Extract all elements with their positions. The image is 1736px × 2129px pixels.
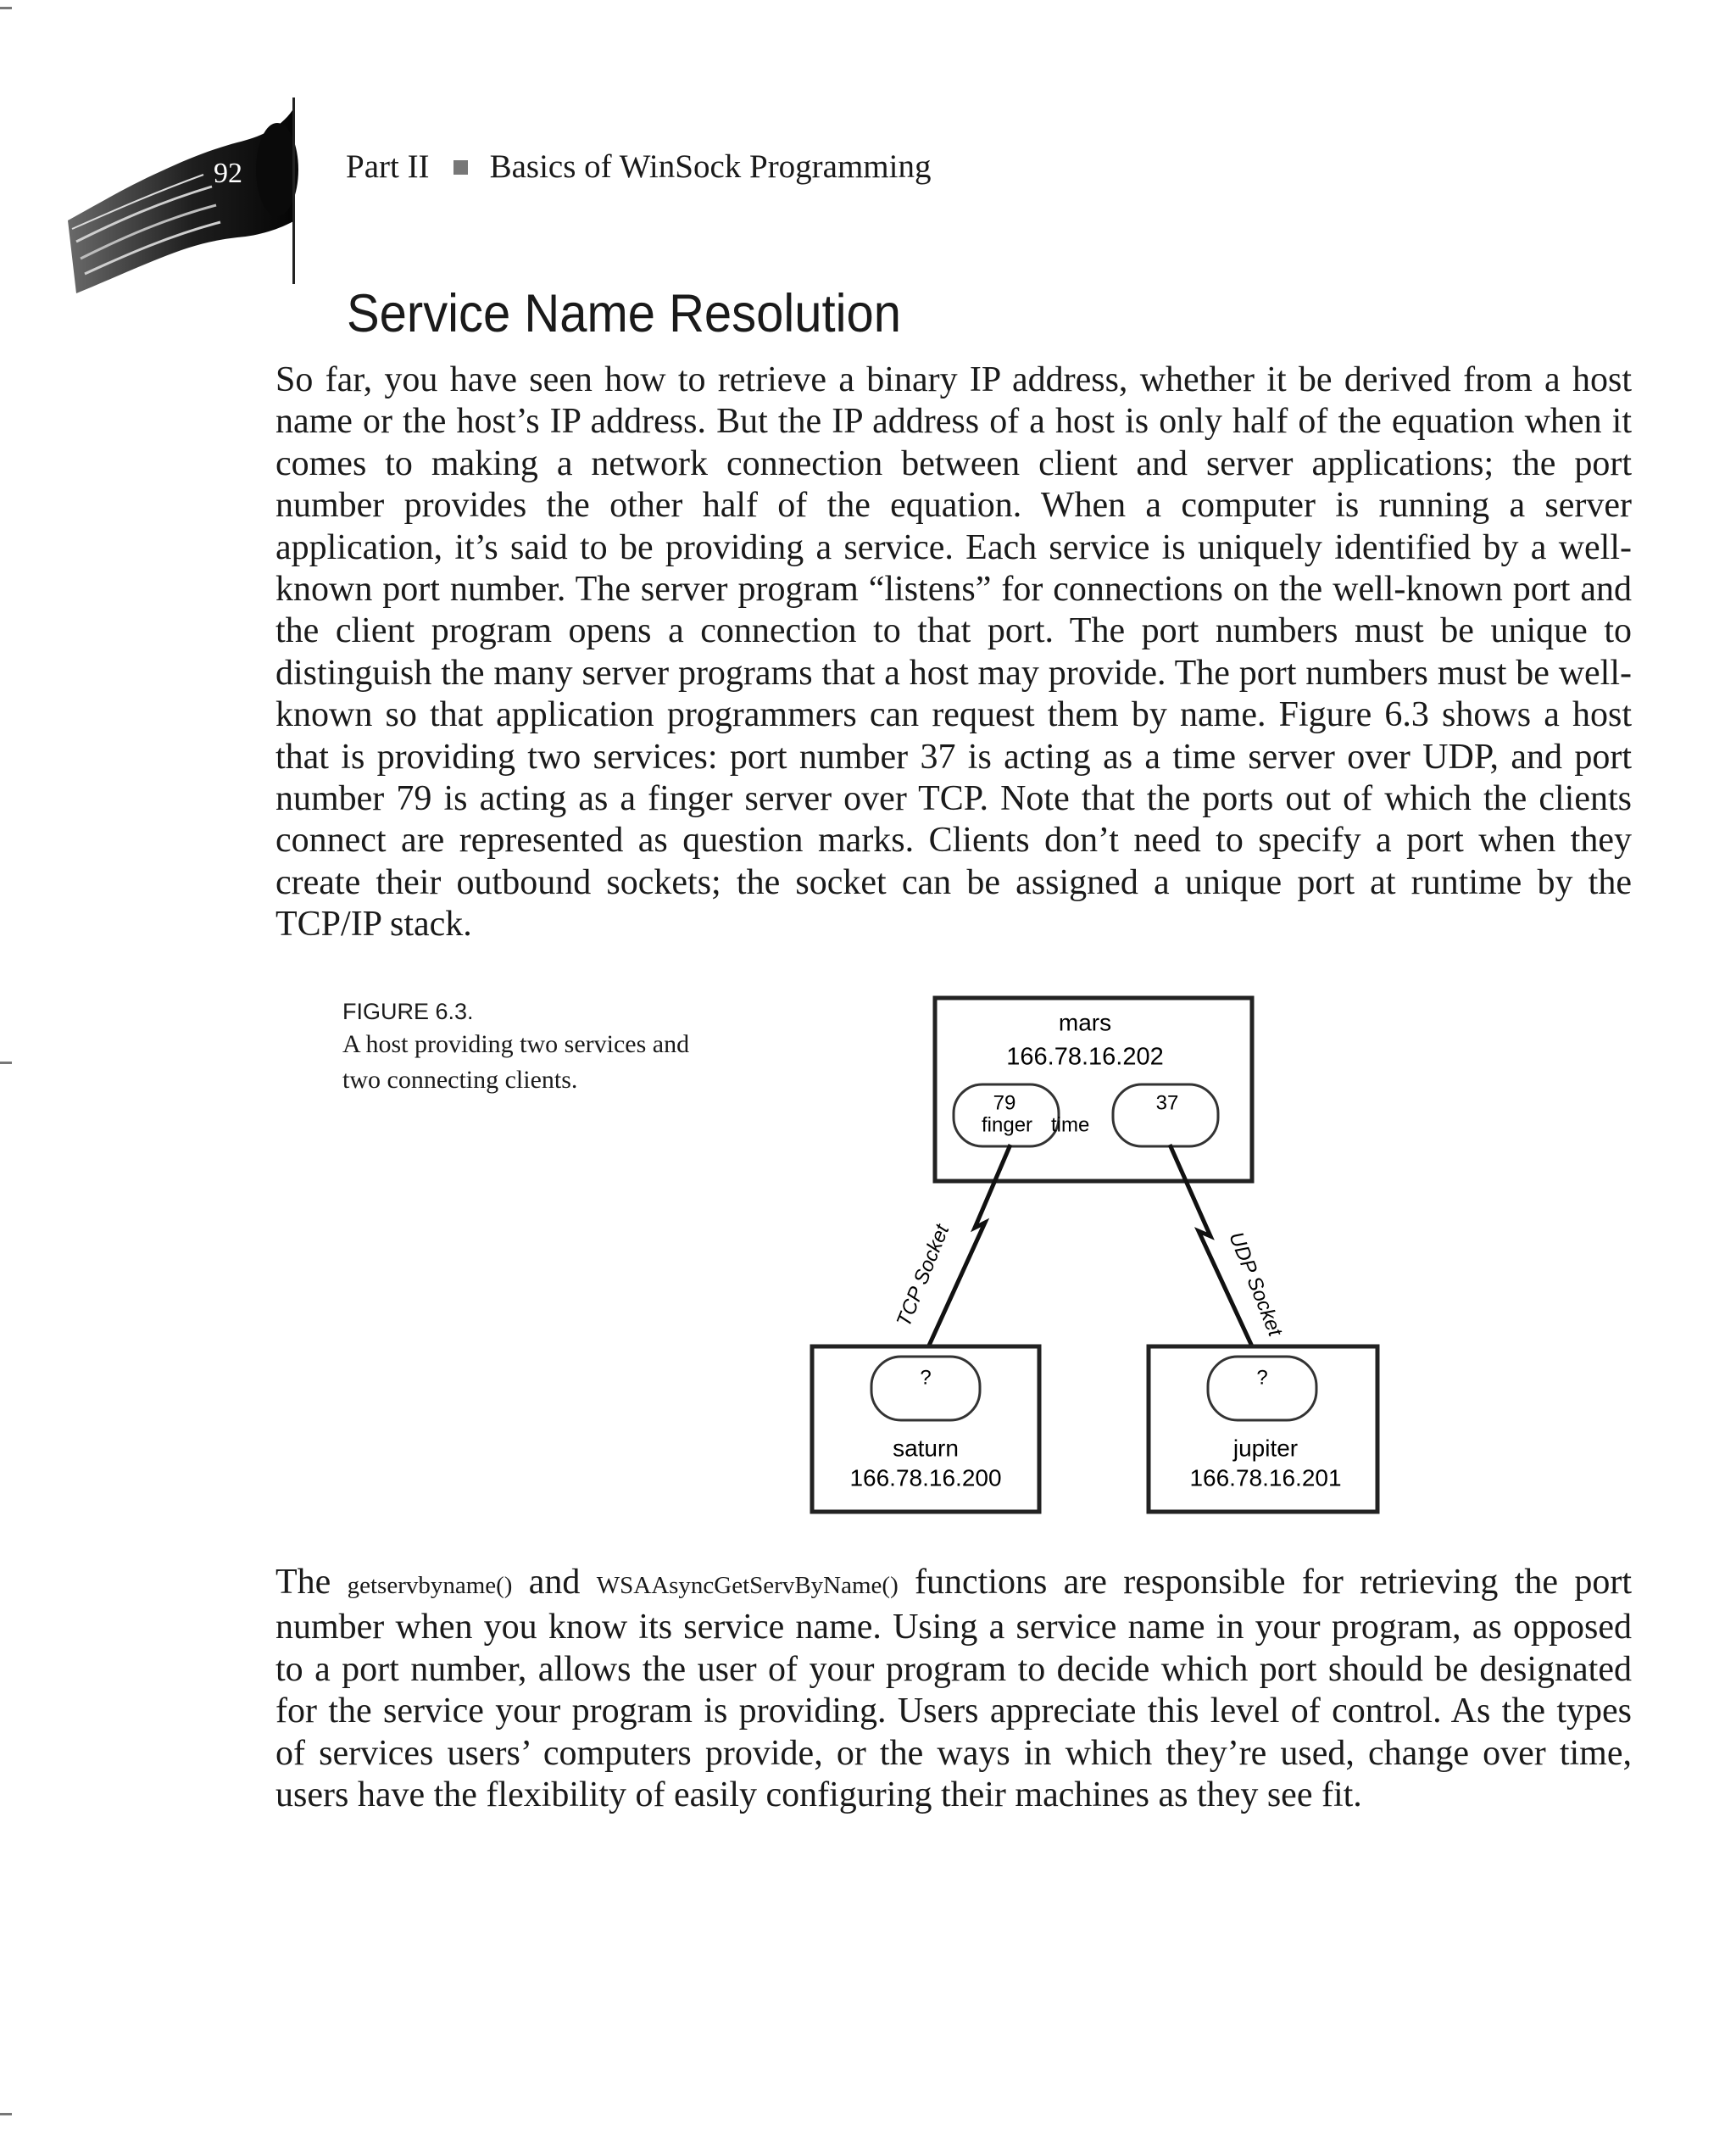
client-jupiter-ip: 166.78.16.201 bbox=[1189, 1464, 1342, 1491]
client-saturn-name: saturn bbox=[893, 1435, 959, 1462]
port-37-number: 37 bbox=[1155, 1091, 1179, 1115]
square-bullet-icon bbox=[453, 160, 468, 175]
paragraph-word: The bbox=[275, 1563, 331, 1602]
function-name-getservbyname: getservbyname() bbox=[347, 1572, 513, 1599]
body-paragraph-2 bbox=[275, 1562, 1632, 1816]
scan-edge-mark bbox=[0, 1062, 12, 1064]
tcp-link-label: TCP Socket bbox=[892, 1221, 954, 1330]
client-jupiter-port: ? bbox=[1256, 1366, 1268, 1390]
section-title: Service Name Resolution bbox=[347, 284, 901, 343]
function-name-wsaasyncgetservbyname: WSAAsyncGetServByName() bbox=[596, 1572, 899, 1599]
page-number: 92 bbox=[214, 158, 242, 189]
port-79-number: 79 bbox=[993, 1091, 1016, 1115]
client-saturn-port: ? bbox=[920, 1366, 932, 1390]
network-diagram bbox=[797, 984, 1416, 1543]
udp-link-label: UDP Socket bbox=[1224, 1229, 1287, 1340]
running-head-title: Basics of WinSock Programming bbox=[489, 148, 932, 185]
running-head-part: Part II bbox=[346, 148, 430, 185]
body-paragraph-1: So far, you have seen how to retrieve a binary IP address, whether it be derived from a host name or the host’s IP address. But the IP address of a host is only half of the equation when it comes to making a network connection between client and server applications; the port number provides the other half of the equation. When a computer is running a server application, it’s said to be providing a service. Each service is uniquely identified by a well-known port number. The server program “listens” for connections on the well-known port and the client program opens a connection to that port. The port numbers must be unique to distinguish the many server programs that a host may provide. The port numbers must be well-known so that application programmers can request them by name. Figure 6.3 shows a host that is providing two services: port number 37 is acting as a time server over UDP, and port number 79 is acting as a finger server over TCP. Note that the ports out of which the clients connect are represented as question marks. Clients don’t need to specify a port when they create their outbound sockets; the socket can be assigned a unique port at runtime by the TCP/IP stack. bbox=[275, 360, 1632, 945]
server-name: mars bbox=[1058, 1009, 1112, 1036]
figure-caption bbox=[342, 999, 698, 1098]
figure-label: FIGURE 6.3. bbox=[342, 999, 474, 1024]
scan-edge-mark bbox=[0, 7, 12, 9]
flag-logo-icon bbox=[68, 93, 322, 297]
port-79-service: finger bbox=[982, 1113, 1033, 1137]
server-ip: 166.78.16.202 bbox=[1006, 1043, 1164, 1071]
paragraph-text: functions are responsible for retrieving the port number when you know its service name. Using a service name in your program, as opposed to a port number, allows the user of your program to decide which port should be designated for the service your program is providing. Users appreciate this level of control. As the types of services users’ computers provide, or the ways in which they’re used, change over time, users have the flexibility of easily configuring their machines as they see fit. bbox=[275, 1563, 1632, 1815]
client-saturn-ip: 166.78.16.200 bbox=[849, 1464, 1002, 1491]
figure-caption-text: A host providing two services and two connecting clients. bbox=[342, 1030, 690, 1094]
running-head bbox=[346, 148, 931, 186]
paragraph-word: and bbox=[528, 1563, 581, 1602]
scan-edge-mark bbox=[0, 2113, 12, 2115]
port-37-service: time bbox=[1051, 1113, 1090, 1137]
client-jupiter-name: jupiter bbox=[1232, 1435, 1299, 1462]
header-vertical-rule bbox=[292, 98, 295, 284]
